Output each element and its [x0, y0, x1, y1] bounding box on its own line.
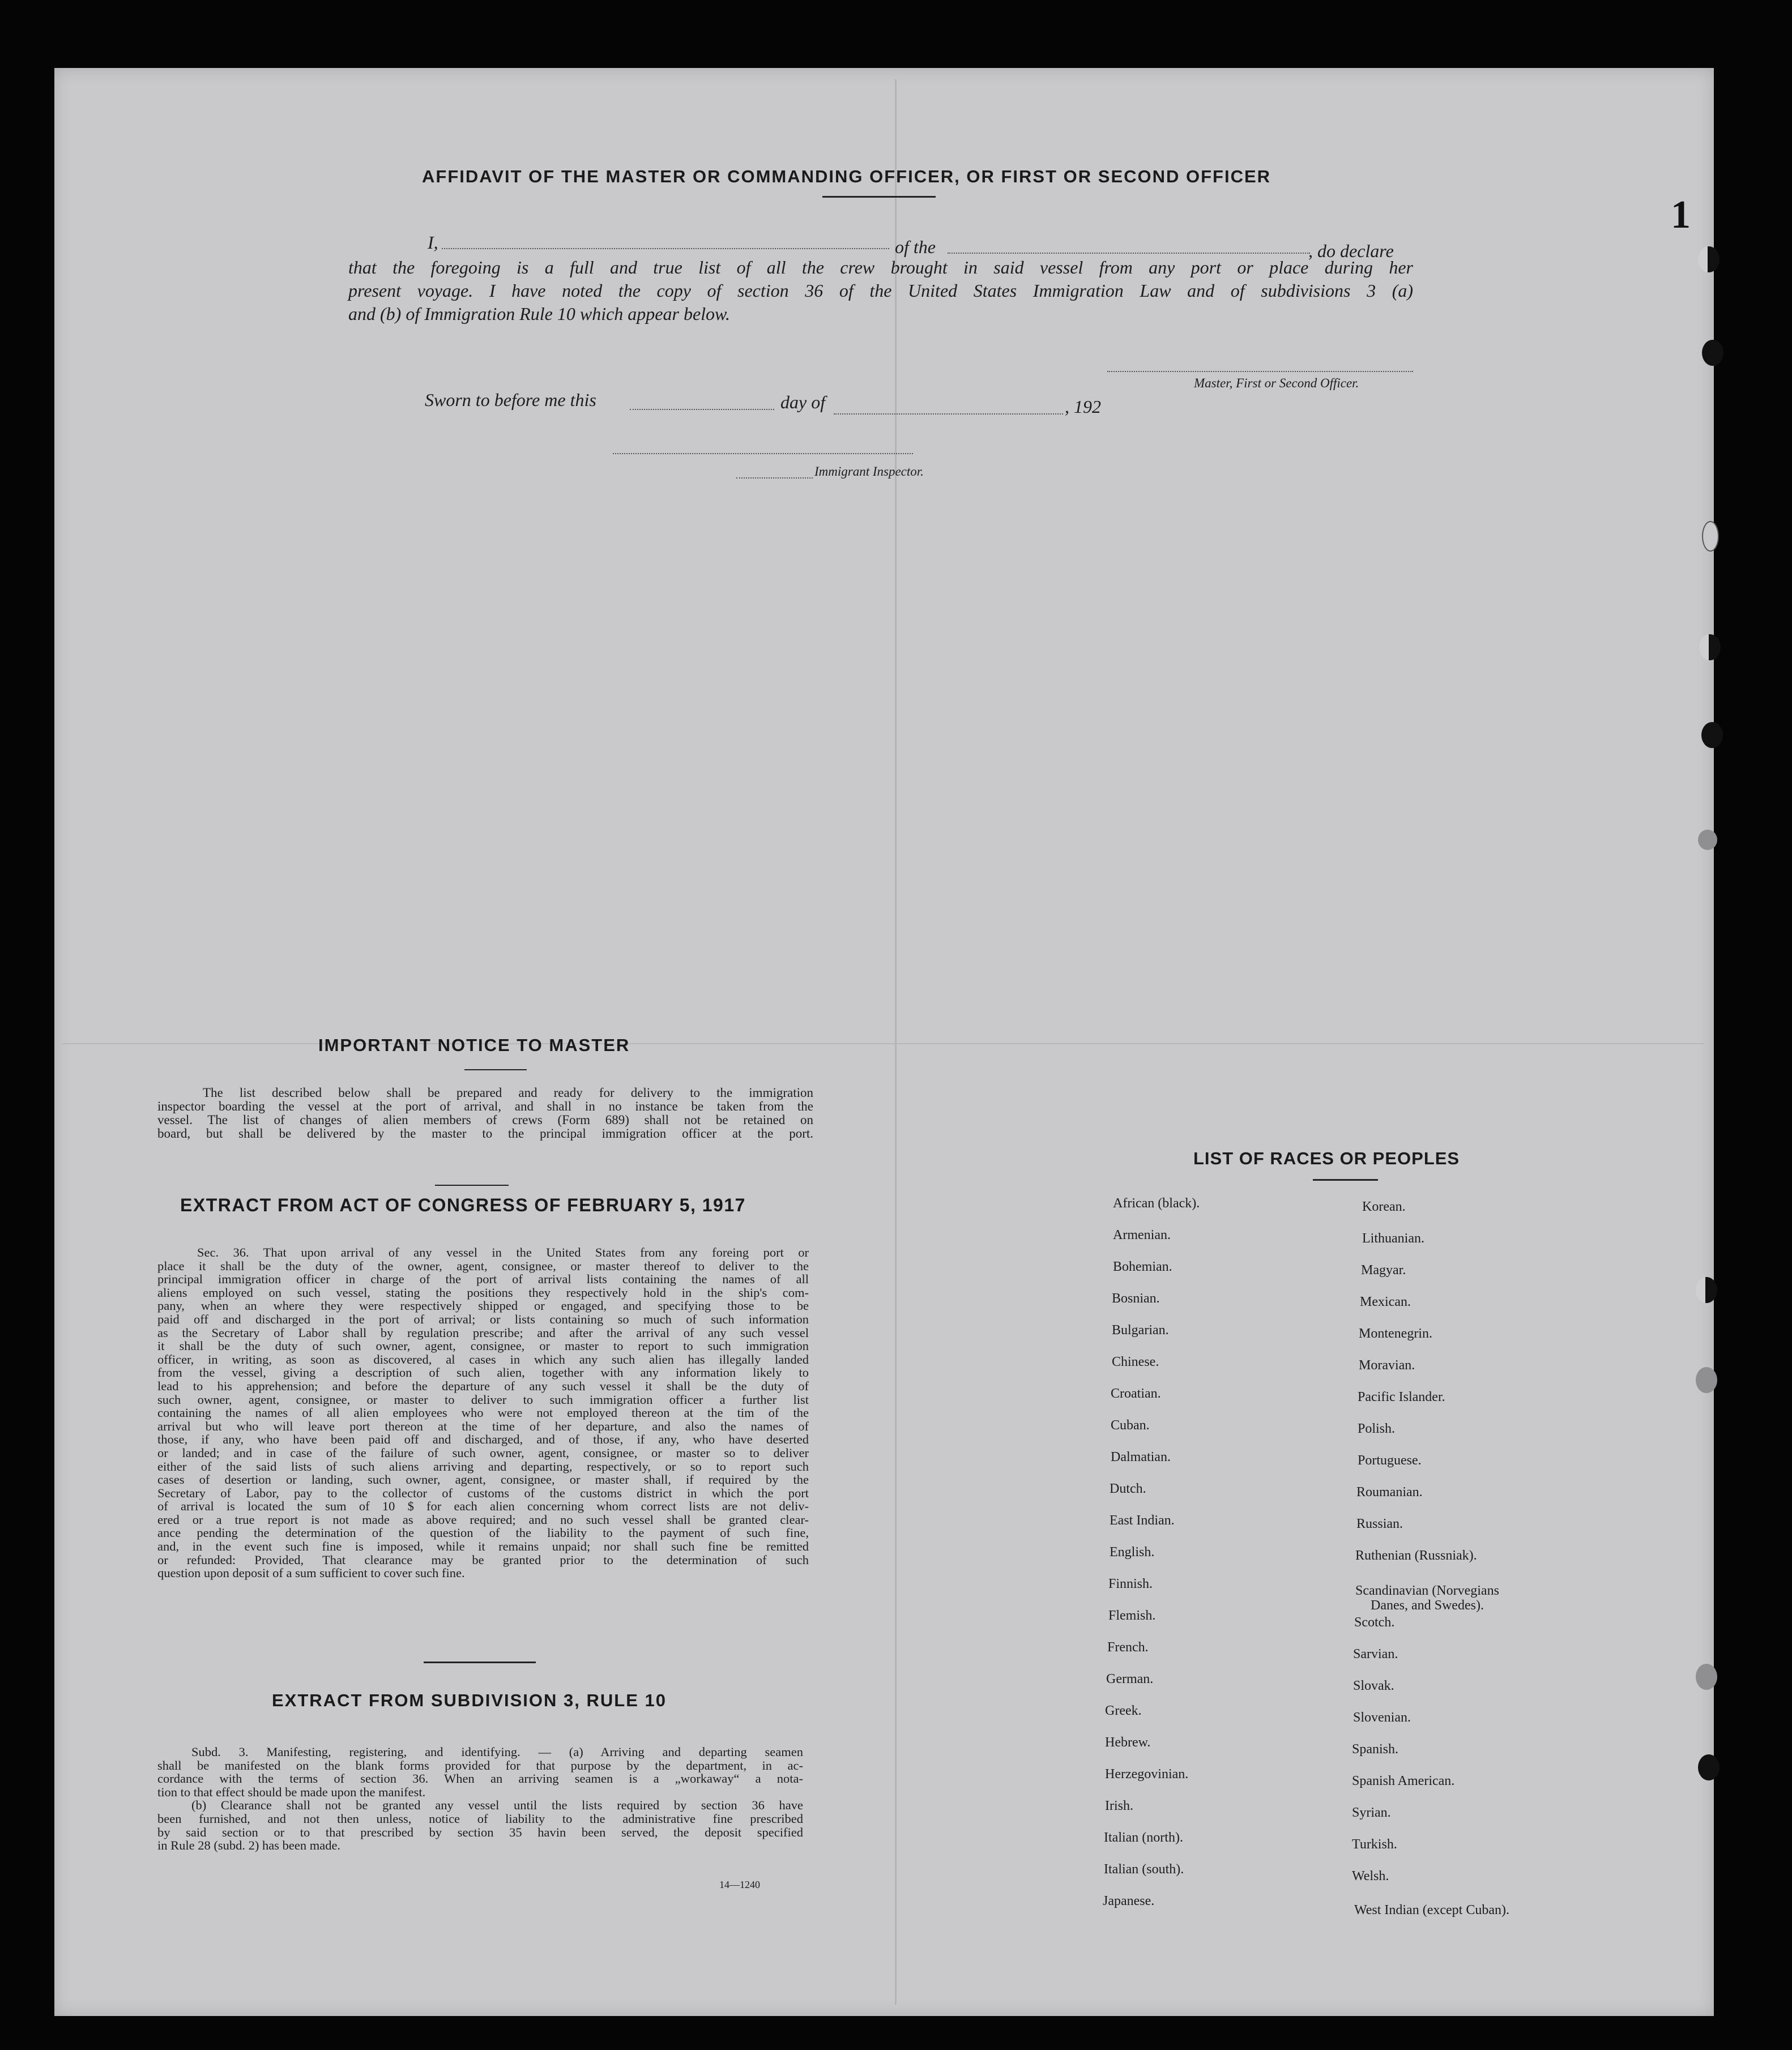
vessel-blank — [948, 253, 1310, 254]
extract-rule-title: EXTRACT FROM SUBDIVISION 3, RULE 10 — [272, 1690, 667, 1710]
race-item: Spanish. — [1352, 1742, 1399, 1757]
rule-line: in Rule 28 (subd. 2) has been made. — [157, 1838, 341, 1853]
rule-line: tion to that effect should be made upon the manifest. — [157, 1784, 426, 1799]
form-number: 14—1240 — [719, 1879, 760, 1890]
race-item: Japanese. — [1103, 1894, 1155, 1908]
race-item: Bohemian. — [1113, 1259, 1172, 1274]
race-item: Turkish. — [1352, 1837, 1397, 1852]
race-item: Croatian. — [1111, 1386, 1161, 1401]
punch-hole-icon — [1702, 521, 1719, 552]
act-line: from the vessel, giving a description of such alien, together with any information likely to — [157, 1365, 809, 1380]
affidavit-paragraph — [348, 256, 1413, 326]
races-rule — [1313, 1179, 1378, 1181]
rule-line: (b) Clearance shall not be granted any vessel until the lists required by section 36 have — [191, 1798, 803, 1813]
notice-rule — [464, 1069, 527, 1070]
act-line: either of the said lists of such aliens arriving and departing, respectively, or so to report such — [157, 1459, 809, 1474]
punch-hole-icon — [1698, 1754, 1720, 1780]
race-item: Finnish. — [1108, 1577, 1153, 1591]
race-item: Cuban. — [1111, 1418, 1150, 1433]
act-line: pany, when an where they were respectively shipped or engaged, and specifying those to be — [157, 1299, 809, 1313]
title-rule — [822, 196, 936, 198]
race-item: Flemish. — [1108, 1608, 1156, 1623]
race-item: Moravian. — [1359, 1358, 1415, 1373]
day-blank — [630, 409, 774, 410]
extract-act-text — [157, 1246, 809, 1580]
race-item: German. — [1106, 1672, 1154, 1686]
rule-line: Subd. 3. Manifesting, registering, and identifying. — (a) Arriving and departing seamen — [191, 1745, 803, 1759]
document-sheet — [54, 68, 1714, 2016]
punch-hole-icon — [1702, 340, 1723, 366]
act-line: aliens employed on such vessel, stating the positions they respectively hold in the ship's com- — [157, 1285, 809, 1300]
act-line: such owner, agent, consignee, or master to deliver to such immigration officer a further list — [157, 1392, 809, 1407]
race-item: West Indian (except Cuban). — [1354, 1903, 1509, 1917]
race-item: French. — [1107, 1640, 1149, 1655]
act-line: or landed; and in case of the failure of such owner, agent, consignee, or master so to deliver — [157, 1445, 809, 1460]
inspector-signature-line — [613, 453, 913, 454]
race-item: Dutch. — [1110, 1481, 1146, 1496]
race-item: Portuguese. — [1358, 1453, 1422, 1468]
race-item: Greek. — [1105, 1703, 1142, 1718]
race-item: Ruthenian (Russniak). — [1355, 1548, 1477, 1563]
act-line: and, in the event such fine is imposed, while it remains unpaid; nor shall such fine be remitted — [157, 1539, 809, 1554]
act-line: Secretary of Labor, pay to the collector of customs of the customs district in which the port — [157, 1485, 809, 1500]
affidavit-line: that the foregoing is a full and true list of all the crew brought in said vessel from any port or place during her — [348, 257, 1413, 277]
month-blank — [834, 413, 1063, 415]
rule-line: been furnished, and not then unless, notice of liability to the administrative fine prescribed — [157, 1811, 803, 1826]
race-item: Danes, and Swedes). — [1371, 1598, 1484, 1613]
margin-mark: 1 — [1671, 193, 1691, 237]
race-item: English. — [1110, 1545, 1155, 1560]
race-item: Pacific Islander. — [1358, 1390, 1445, 1404]
races-title: LIST OF RACES OR PEOPLES — [1193, 1148, 1460, 1168]
race-item: Bosnian. — [1112, 1291, 1160, 1306]
section-rule — [435, 1185, 509, 1186]
race-item: Korean. — [1362, 1199, 1406, 1214]
name-blank — [442, 248, 889, 249]
sworn-text: Sworn to before me this — [425, 390, 596, 410]
affidavit-of-the: of the — [895, 237, 936, 257]
affidavit-line: present voyage. I have noted the copy of section 36 of the United States Immigration Law and of subdivisions 3 (a) — [348, 280, 1413, 301]
act-line: principal immigration officer in charge of the port of arrival lists containing the names of all — [157, 1272, 809, 1287]
inspector-caption: Immigrant Inspector. — [814, 464, 924, 479]
race-item: Italian (north). — [1104, 1830, 1183, 1845]
master-signature-line — [1107, 371, 1413, 372]
race-item: Welsh. — [1352, 1869, 1389, 1884]
race-item: Sarvian. — [1353, 1647, 1398, 1662]
race-item: Hebrew. — [1105, 1735, 1151, 1750]
race-item: Magyar. — [1361, 1263, 1406, 1278]
act-line: of arrival is located the sum of 10 $ for each alien concerning whom correct lists are not deliv- — [157, 1499, 809, 1514]
race-item: Slovenian. — [1353, 1710, 1411, 1725]
race-item: Irish. — [1105, 1799, 1133, 1813]
race-item: Chinese. — [1112, 1355, 1159, 1369]
act-line: paid off and discharged in the port of arrival; or lists containing so much of such information — [157, 1312, 809, 1326]
affidavit-line: and (b) of Immigration Rule 10 which appear below. — [348, 304, 730, 324]
act-line: Sec. 36. That upon arrival of any vessel in the United States from any foreing port or — [197, 1245, 809, 1259]
act-line: ance pending the determination of the question of the liability to the payment of such fine, — [157, 1526, 809, 1540]
race-item: Italian (south). — [1104, 1862, 1184, 1877]
race-item: African (black). — [1113, 1196, 1200, 1211]
punch-hole-icon — [1701, 722, 1723, 748]
notice-line: The list described below shall be prepared and ready for delivery to the immigration — [203, 1086, 813, 1100]
act-line: cases of desertion or landing, such owner, agent, consignee, or master shall, if required by the — [157, 1472, 809, 1487]
extract-rule-text — [157, 1745, 803, 1852]
fold-line — [895, 79, 897, 2005]
act-line: officer, in writing, as soon as discovered, al cases in which any such alien has illegally landed — [157, 1352, 809, 1366]
race-item: Spanish American. — [1352, 1774, 1455, 1788]
punch-hole-icon — [1696, 1277, 1717, 1303]
race-item: East Indian. — [1110, 1513, 1175, 1528]
punch-hole-icon — [1698, 246, 1720, 272]
fold-line-horizontal — [62, 1043, 1705, 1044]
act-line: or refunded: Provided, That clearance may be granted prior to the determination of such — [157, 1552, 809, 1567]
inspector-signature-line-2 — [736, 477, 813, 479]
race-item: Russian. — [1356, 1517, 1403, 1531]
year-text: , 192 — [1065, 396, 1101, 417]
act-line: it shall be the duty of such owner, agent, consignee, or master to report to such immigration — [157, 1339, 809, 1353]
punch-hole-icon — [1698, 830, 1717, 850]
affidavit-title: AFFIDAVIT OF THE MASTER OR COMMANDING OFFICER, OR FIRST OR SECOND OFFICER — [422, 166, 1272, 186]
race-item: Armenian. — [1113, 1228, 1171, 1242]
notice-text — [157, 1086, 813, 1141]
punch-hole-icon — [1696, 1367, 1717, 1393]
race-item: Montenegrin. — [1359, 1326, 1432, 1341]
race-item: Herzegovinian. — [1105, 1767, 1189, 1782]
race-item: Dalmatian. — [1111, 1450, 1171, 1464]
affidavit-declare: , do declare — [1308, 241, 1394, 261]
master-caption: Master, First or Second Officer. — [1194, 376, 1359, 390]
act-line: those, if any, who have been paid off and discharged, and of those, if any, who have deserted — [157, 1432, 809, 1447]
notice-line: inspector boarding the vessel at the port of arrival, and shall in no instance be taken from the — [157, 1099, 813, 1113]
race-item: Polish. — [1358, 1421, 1396, 1436]
section-rule — [424, 1662, 536, 1663]
race-item: Mexican. — [1360, 1295, 1411, 1309]
race-item: Lithuanian. — [1362, 1231, 1424, 1246]
race-item: Scotch. — [1354, 1615, 1395, 1630]
extract-act-title: EXTRACT FROM ACT OF CONGRESS OF FEBRUARY 5, 1917 — [180, 1195, 746, 1215]
act-line: as the Secretary of Labor shall by regulation prescribe; and after the arrival of any such vessel — [157, 1325, 809, 1340]
act-line: ered or a true report is not made as above required; and no such vessel shall be granted clear- — [157, 1512, 809, 1527]
notice-title: IMPORTANT NOTICE TO MASTER — [318, 1035, 630, 1055]
act-line: containing the names of all alien employees who were not employed thereon at the tim of the — [157, 1406, 809, 1420]
race-item: Syrian. — [1352, 1805, 1391, 1820]
rule-line: shall be manifested on the blank forms provided for that purpose by the department, in ac- — [157, 1758, 803, 1773]
punch-hole-icon — [1699, 634, 1721, 660]
rule-line: by said section or to that prescribed by section 35 havin been served, the deposit specified — [157, 1825, 803, 1839]
race-item: Slovak. — [1353, 1679, 1394, 1693]
notice-line: board, but shall be delivered by the master to the principal immigration officer at the port. — [157, 1126, 813, 1141]
rule-line: cordance with the terms of section 36. When an arriving seamen is a „workaway“ a nota- — [157, 1771, 803, 1786]
affidavit-i: I, — [428, 232, 438, 253]
act-line: lead to his apprehension; and before the departure of any such vessel it shall be the duty of — [157, 1378, 809, 1393]
punch-hole-icon — [1696, 1664, 1717, 1690]
race-item: Bulgarian. — [1112, 1323, 1169, 1338]
act-line: question upon deposit of a sum sufficient to cover such fine. — [157, 1566, 465, 1581]
act-line: arrival but who will leave port thereon at the time of her departure, and also the names of — [157, 1419, 809, 1433]
race-item: Roumanian. — [1356, 1485, 1423, 1500]
race-item: Scandinavian (Norvegians — [1355, 1583, 1499, 1598]
day-of: day of — [780, 392, 826, 412]
notice-line: vessel. The list of changes of alien members of crews (Form 689) shall not be retained on — [157, 1113, 813, 1127]
act-line: place it shall be the duty of the owner, agent, consignee, or master thereof to deliver to the — [157, 1258, 809, 1273]
